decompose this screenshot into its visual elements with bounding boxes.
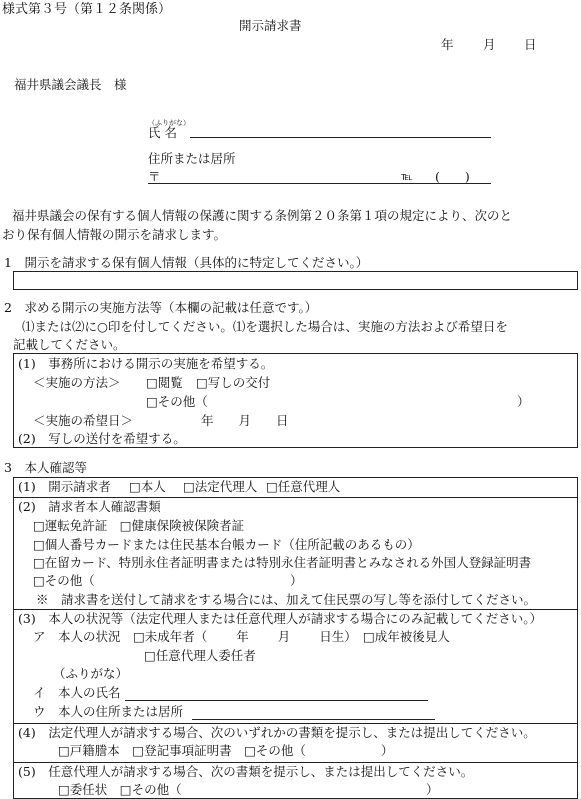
id-docs-line3[interactable]: □在留カード、特別永住者証明書または特別永住者証明書とみなされる外国人登録証明書 xyxy=(33,555,532,570)
page-title: 開示請求書 xyxy=(239,18,302,33)
date-wish-fields[interactable]: 年 月 日 xyxy=(201,413,289,428)
method-label: ＜実施の方法＞ xyxy=(33,375,121,390)
section2-row1: (1) 事務所における開示の実施を希望する。 xyxy=(18,356,274,371)
date-day-label: 日 xyxy=(524,37,537,52)
tel-paren: ( ) xyxy=(435,169,470,184)
requester-self-option[interactable]: □本人 xyxy=(129,479,166,494)
voluntary-agent-docs-options[interactable]: □委任状 □その他（ xyxy=(58,782,182,797)
divider xyxy=(13,609,578,610)
id-docs-note: ※ 請求書を送付して請求をする場合には、加えて住民票の写し等を添付してください。 xyxy=(36,592,537,607)
requester-label: (1) 開示請求者 xyxy=(18,479,111,494)
legal-agent-docs-options[interactable]: □戸籍謄本 □登記事項証明書 □その他（ ） xyxy=(58,743,394,758)
person-address-label: ウ 本人の住所または居所 xyxy=(33,704,184,719)
method-option-view[interactable]: □閲覧 xyxy=(146,375,183,390)
section2-note-1: ⑴または⑵に○印を付してください。⑴を選択した場合は、実施の方法および希望日を xyxy=(22,319,508,334)
section1-input-box[interactable] xyxy=(13,271,578,290)
divider xyxy=(13,497,578,498)
tel-mark: ℡ xyxy=(401,170,413,183)
date-month-label: 月 xyxy=(483,37,496,52)
form-number: 様式第３号（第１２条関係） xyxy=(2,2,172,17)
id-docs-line2[interactable]: □個人番号カードまたは住民基本台帳カード（住所記載のあるもの） xyxy=(33,537,420,552)
id-docs-line1[interactable]: □運転免許証 □健康保険被保険者証 xyxy=(33,518,245,533)
person-name-field[interactable] xyxy=(125,700,428,701)
requester-legal-agent-option[interactable]: □法定代理人 xyxy=(183,479,258,494)
method-other-close: ） xyxy=(517,394,530,409)
person-name-label: イ 本人の氏名 xyxy=(33,685,121,700)
divider xyxy=(13,762,578,763)
applicant-address-field[interactable] xyxy=(148,183,491,184)
date-year-label: 年 xyxy=(441,37,454,52)
voluntary-agent-docs-label: (5) 任意代理人が請求する場合、次の書類を提示し、または提出してください。 xyxy=(18,764,474,779)
intro-line-2: おり保有個人情報の開示を請求します。 xyxy=(2,227,227,242)
person-address-field[interactable] xyxy=(192,719,435,720)
voluntary-agent-other-close: ） xyxy=(426,782,439,797)
divider xyxy=(13,723,578,724)
date-wish-label: ＜実施の希望日＞ xyxy=(33,413,134,428)
applicant-name-label: 氏 名 xyxy=(148,125,177,140)
section2-row2: (2) 写しの送付を希望する。 xyxy=(18,431,186,446)
applicant-furigana: （ふりがな） xyxy=(148,119,190,127)
method-option-other[interactable]: □その他（ xyxy=(146,394,208,409)
applicant-name-field[interactable] xyxy=(190,137,491,138)
id-docs-other[interactable]: □その他（ xyxy=(33,573,95,588)
section2-heading: 2 求める開示の実施方法等（本欄の記載は任意です。） xyxy=(4,300,318,315)
id-docs-other-close: ） xyxy=(290,573,303,588)
method-option-copy[interactable]: □写しの交付 xyxy=(196,375,271,390)
person-status-a[interactable]: ア 本人の状況 □未成年者（ 年 月 日生） □成年被後見人 xyxy=(33,629,450,644)
legal-agent-docs-label: (4) 法定代理人が請求する場合、次のいずれかの書類を提示し、または提出してください。 xyxy=(18,725,536,740)
addressee: 福井県議会議長 様 xyxy=(14,77,127,92)
person-furigana: （ふりがな） xyxy=(53,666,129,681)
applicant-address-label: 住所または居所 xyxy=(148,151,236,166)
id-docs-label: (2) 請求者本人確認書類 xyxy=(18,499,161,514)
postal-mark: 〒 xyxy=(148,169,161,184)
intro-line-1: 福井県議会の保有する個人情報の保護に関する条例第２０条第１項の規定により、次のと xyxy=(12,208,513,223)
person-status-label: (3) 本人の状況等（法定代理人または任意代理人が請求する場合にのみ記載してください。） xyxy=(18,611,542,626)
section1-heading: 1 開示を請求する保有個人情報（具体的に特定してください。） xyxy=(4,255,369,270)
section2-note-2: 記載してください。 xyxy=(13,337,126,352)
person-status-a2[interactable]: □任意代理人委任者 xyxy=(144,648,256,663)
section3-heading: 3 本人確認等 xyxy=(4,460,87,475)
requester-voluntary-agent-option[interactable]: □任意代理人 xyxy=(266,479,341,494)
